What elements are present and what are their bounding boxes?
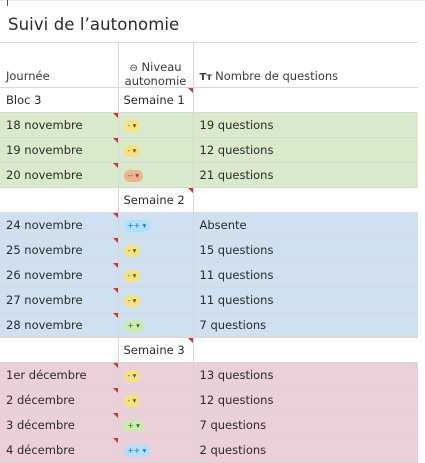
column-header-questions-label: Nombre de questions: [215, 69, 339, 83]
questions-cell[interactable]: 11 questions: [193, 288, 418, 313]
week-cell[interactable]: Semaine 3: [118, 338, 193, 363]
table-row: [0, 263, 418, 288]
autonomy-table: [0, 43, 418, 463]
level-tag[interactable]: ++ ▾: [124, 445, 151, 457]
table-row: [0, 188, 418, 213]
questions-cell[interactable]: 2 questions: [193, 438, 418, 463]
day-cell[interactable]: 2 décembre: [0, 388, 118, 413]
table-row: [0, 113, 418, 138]
level-cell[interactable]: [118, 238, 193, 263]
day-cell[interactable]: 24 novembre: [0, 213, 118, 238]
table-row: [0, 388, 418, 413]
week-cell[interactable]: Semaine 1: [118, 88, 193, 113]
text-field-icon: Tт: [199, 72, 213, 83]
day-cell[interactable]: 25 novembre: [0, 238, 118, 263]
day-cell[interactable]: 19 novembre: [0, 138, 118, 163]
level-cell[interactable]: [118, 413, 193, 438]
level-cell[interactable]: [118, 313, 193, 338]
level-cell[interactable]: [118, 138, 193, 163]
questions-cell[interactable]: Absente: [193, 213, 418, 238]
level-cell[interactable]: [118, 388, 193, 413]
column-header-level-line2: autonomie: [124, 74, 187, 88]
table-row: [0, 363, 418, 388]
level-tag[interactable]: - ▾: [124, 395, 141, 407]
questions-cell[interactable]: [193, 188, 418, 213]
select-field-icon: ⊖: [129, 63, 138, 74]
level-tag[interactable]: -- ▾: [124, 170, 144, 182]
level-cell[interactable]: [118, 113, 193, 138]
level-cell[interactable]: [118, 438, 193, 463]
questions-cell[interactable]: 19 questions: [193, 113, 418, 138]
questions-cell[interactable]: [193, 338, 418, 363]
questions-cell[interactable]: 11 questions: [193, 263, 418, 288]
top-divider: [0, 0, 425, 1]
table-row: [0, 213, 418, 238]
level-cell[interactable]: [118, 163, 193, 188]
column-header-level-line1: Niveau: [141, 60, 182, 74]
table-row: [0, 88, 418, 113]
column-header-day[interactable]: Journée: [0, 43, 118, 88]
table-row: [0, 163, 418, 188]
text-cursor: [7, 0, 8, 6]
questions-cell[interactable]: 12 questions: [193, 388, 418, 413]
table-row: [0, 288, 418, 313]
day-cell[interactable]: 3 décembre: [0, 413, 118, 438]
questions-cell[interactable]: 7 questions: [193, 413, 418, 438]
day-cell[interactable]: 1er décembre: [0, 363, 118, 388]
level-cell[interactable]: [118, 363, 193, 388]
table-title: Suivi de l’autonomie: [8, 15, 180, 34]
level-tag[interactable]: - ▾: [124, 295, 141, 307]
level-tag[interactable]: + ▾: [124, 320, 144, 332]
day-cell[interactable]: [0, 338, 118, 363]
level-cell[interactable]: [118, 213, 193, 238]
level-cell[interactable]: [118, 288, 193, 313]
level-tag[interactable]: ++ ▾: [124, 220, 151, 232]
level-tag[interactable]: - ▾: [124, 370, 141, 382]
day-cell[interactable]: 28 novembre: [0, 313, 118, 338]
level-tag[interactable]: + ▾: [124, 420, 144, 432]
questions-cell[interactable]: 21 questions: [193, 163, 418, 188]
table-row: [0, 338, 418, 363]
questions-cell[interactable]: 13 questions: [193, 363, 418, 388]
header-row: [0, 43, 418, 88]
day-cell[interactable]: 26 novembre: [0, 263, 118, 288]
level-tag[interactable]: - ▾: [124, 245, 141, 257]
table-row: [0, 438, 418, 463]
day-cell[interactable]: 20 novembre: [0, 163, 118, 188]
column-header-level[interactable]: [118, 43, 193, 88]
questions-cell[interactable]: 12 questions: [193, 138, 418, 163]
level-cell[interactable]: [118, 263, 193, 288]
level-tag[interactable]: - ▾: [124, 270, 141, 282]
questions-cell[interactable]: 7 questions: [193, 313, 418, 338]
day-cell[interactable]: 27 novembre: [0, 288, 118, 313]
level-tag[interactable]: - ▾: [124, 145, 141, 157]
day-cell[interactable]: 4 décembre: [0, 438, 118, 463]
day-cell[interactable]: 18 novembre: [0, 113, 118, 138]
table-row: [0, 413, 418, 438]
day-cell[interactable]: Bloc 3: [0, 88, 118, 113]
questions-cell[interactable]: [193, 88, 418, 113]
week-cell[interactable]: Semaine 2: [118, 188, 193, 213]
day-cell[interactable]: [0, 188, 118, 213]
questions-cell[interactable]: 15 questions: [193, 238, 418, 263]
column-header-questions[interactable]: [193, 43, 418, 88]
level-tag[interactable]: - ▾: [124, 120, 141, 132]
table-row: [0, 238, 418, 263]
table-row: [0, 138, 418, 163]
table-row: [0, 313, 418, 338]
